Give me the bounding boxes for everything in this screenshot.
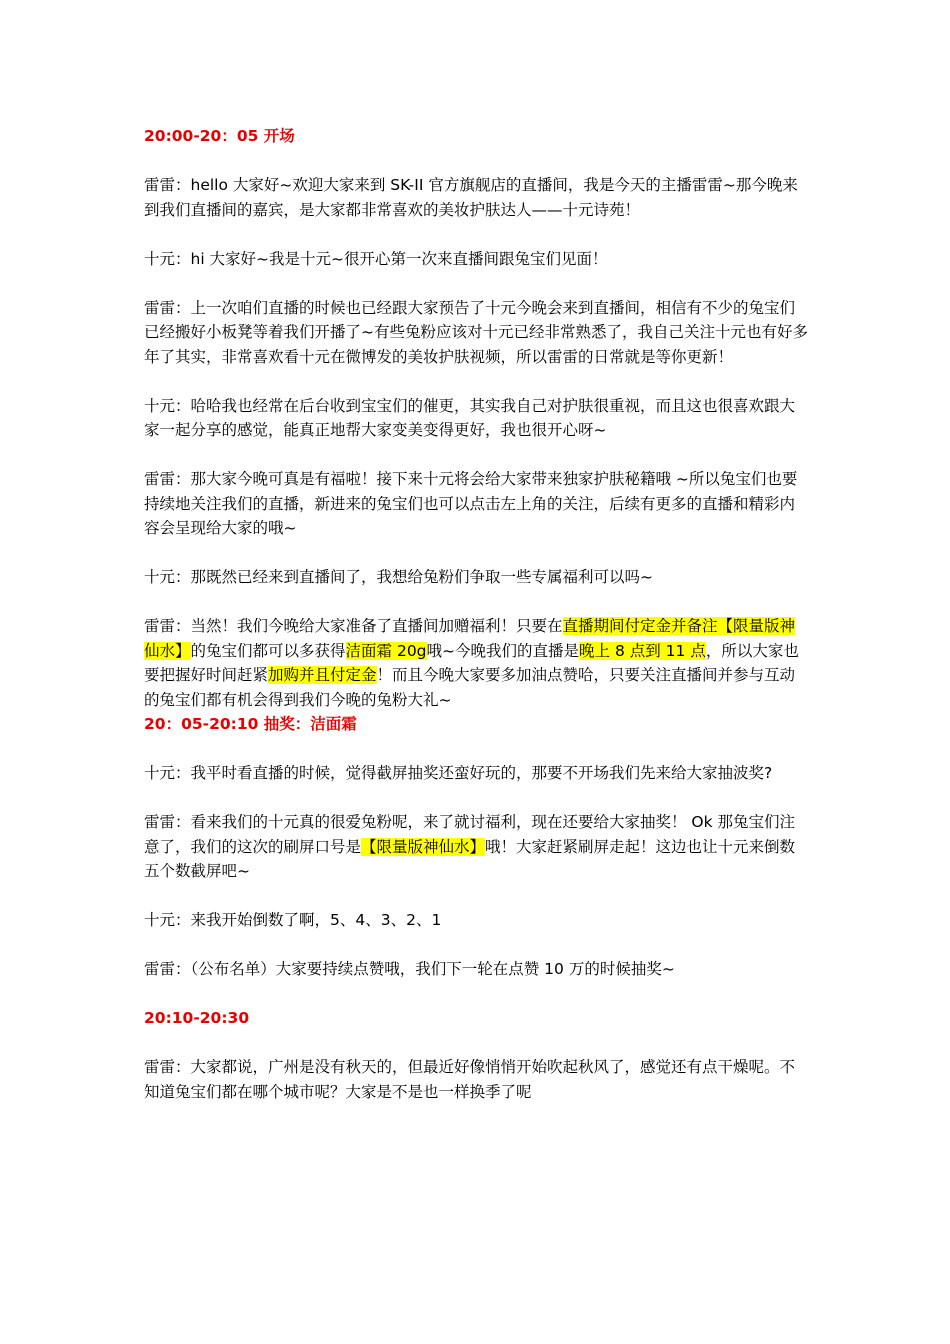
highlighted-text: 【限量版神仙水】 (361, 837, 486, 856)
dialogue-paragraph-9 (144, 810, 810, 884)
section-heading-third: 20:10-20:30 (144, 1009, 250, 1027)
dialogue-paragraph-6: 十元：那既然已经来到直播间了，我想给兔粉们争取一些专属福利可以吗~ (144, 568, 653, 586)
text-run: ！而且今晚大家要多加油点赞哈，只要关注直播间并参与互动的兔宝们都有机会得到我们今晚的兔粉大礼~ (144, 666, 796, 709)
dialogue-paragraph-5: 雷雷：那大家今晚可真是有福啦！接下来十元将会给大家带来独家护肤秘籍哦 ~所以兔宝们也要持续地关注我们的直播，新进来的兔宝们也可以点击左上角的关注，后续有更多的直播和精彩内容会呈现给大家的哦~ (144, 470, 798, 537)
dialogue-paragraph-11: 雷雷：（公布名单）大家要持续点赞哦，我们下一轮在点赞 10 万的时候抽奖~ (144, 960, 675, 978)
text-run: 哦！大家赶紧刷屏走起！这边也让十元来倒数五个数截屏吧~ (144, 837, 796, 880)
text-run: 的兔宝们都可以多获得 (190, 641, 346, 660)
dialogue-paragraph-10: 十元：来我开始倒数了啊，5、4、3、2、1 (144, 911, 442, 929)
text-run: 哦~今晚我们的直播是 (426, 641, 580, 660)
highlighted-text: 洁面霜 20g (345, 641, 427, 660)
highlighted-text: 直播期间付定金并备注【限量版神仙水】 (144, 617, 796, 660)
dialogue-paragraph-12: 雷雷：大家都说，广州是没有秋天的，但最近好像悄悄开始吹起秋风了，感觉还有点干燥呢。不知道兔宝们都在哪个城市呢？大家是不是也一样换季了呢 (144, 1058, 796, 1101)
text-run: 雷雷：看来我们的十元真的很爱兔粉呢，来了就讨福利，现在还要给大家抽奖！ Ok 那兔宝们注意了，我们的这次的刷屏口号是 (144, 813, 796, 856)
highlighted-text: 晚上 8 点到 11 点 (579, 641, 706, 660)
dialogue-paragraph-3: 雷雷：上一次咱们直播的时候也已经跟大家预告了十元今晚会来到直播间，相信有不少的兔宝们已经搬好小板凳等着我们开播了~有些兔粉应该对十元已经非常熟悉了，我自己关注十元也有好多年了其实，非常喜欢看十元在微博发的美妆护肤视频，所以雷雷的日常就是等你更新！ (144, 298, 808, 366)
dialogue-paragraph-7 (144, 614, 810, 712)
section-heading-opening: 20:00-20：05 开场 (144, 127, 295, 145)
text-run: 雷雷：当然！我们今晚给大家准备了直播间加赠福利！只要在 (144, 617, 563, 635)
document-page (144, 124, 810, 1104)
dialogue-paragraph-8: 十元：我平时看直播的时候，觉得截屏抽奖还蛮好玩的，那要不开场我们先来给大家抽波奖? (144, 764, 773, 782)
dialogue-paragraph-4: 十元：哈哈我也经常在后台收到宝宝们的催更，其实我自己对护肤很重视，而且这也很喜欢跟大家一起分享的感觉，能真正地帮大家变美变得更好，我也很开心呀~ (144, 396, 796, 439)
dialogue-paragraph-1: 雷雷：hello 大家好~欢迎大家来到 SK-II 官方旗舰店的直播间，我是今天的主播雷雷~那今晚来到我们直播间的嘉宾，是大家都非常喜欢的美妆护肤达人——十元诗苑！ (144, 176, 798, 219)
dialogue-paragraph-2: 十元：hi 大家好~我是十元~很开心第一次来直播间跟兔宝们见面！ (144, 249, 608, 268)
highlighted-text: 加购并且付定金 (268, 666, 377, 684)
text-run: ，所以大家也要把握好时间赶紧 (144, 641, 799, 684)
section-heading-lottery: 20：05-20:10 抽奖：洁面霜 (144, 715, 357, 733)
